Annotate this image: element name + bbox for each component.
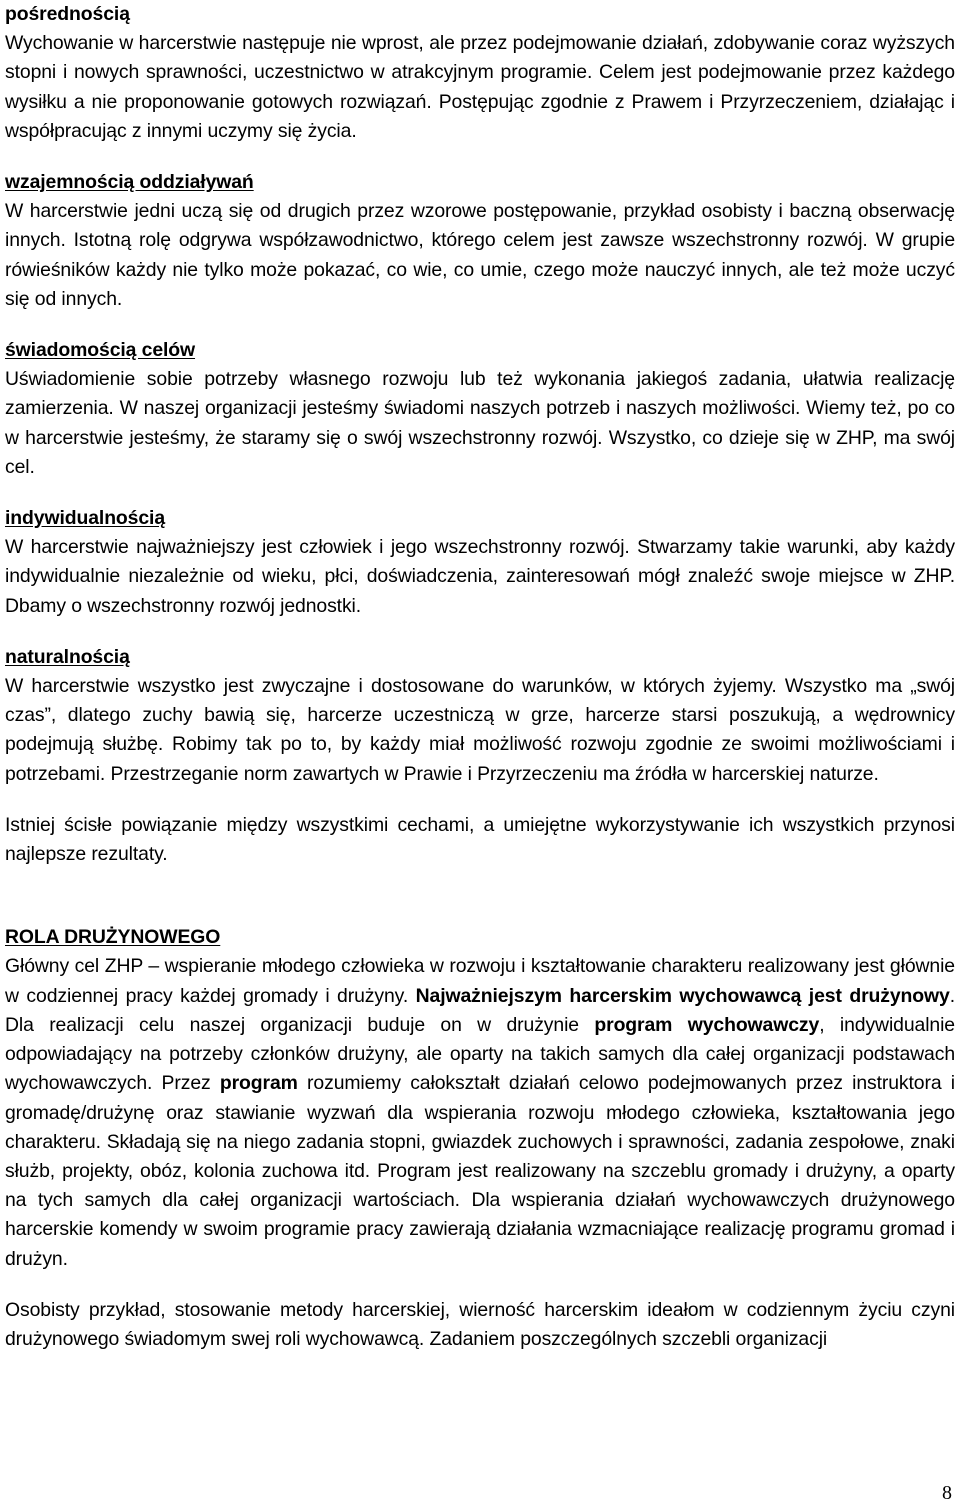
section-heading: indywidualnością xyxy=(5,507,166,530)
page-number: 8 xyxy=(942,1482,952,1504)
section-swiadomoscia xyxy=(5,336,955,482)
section-heading: ROLA DRUŻYNOWEGO xyxy=(5,926,221,949)
role-text: rozumiemy całokształt działań celowo podejmowanych przez instruktora i gromadę/drużynę oraz stawianie wyzwań dla wspierania rozwoju młodego człowieka, kształtowania jego charakteru. Składają się na niego zadania stopni, gwiazdek zuchowych i sprawności, zadania zespołowe, znaki służb, projekty, obóz, kolonia zuchowa itd. Program jest realizowany na szczeblu gromady i drużyny, a oparty na tych samych dla całej organizacji wartościach. Dla wspierania działań wychowawczych drużynowego harcerskie komendy w swoim programie pracy zawierają działania wzmacniające realizację programu gromad i drużyn. xyxy=(5,1072,955,1270)
section-body: Wychowanie w harcerstwie następuje nie wprost, ale przez podejmowanie działań, zdobywanie coraz wyższych stopni i nowych sprawności, uczestnictwo w atrakcyjnym programie. Celem jest podejmowanie przez każdego wysiłku a nie proponowanie gotowych rozwiązań. Postępując zgodnie z Prawem i Przyrzeczeniem, działając i współpracując z innymi uczymy się życia. xyxy=(5,32,955,142)
role-emphasis: program xyxy=(219,1072,298,1095)
role-text: Główny cel ZHP – wspieranie młodego człowieka w rozwoju i kształtowanie charakteru realizowany jest głównie w codziennej pracy każdej gromady i drużyny. xyxy=(5,955,955,1007)
section-body: Uświadomienie sobie potrzeby własnego rozwoju lub też wykonania jakiegoś zadania, ułatwia realizację zamierzenia. W naszej organizacji jesteśmy świadomi naszych potrzeb i naszych możliwości. Wiemy też, po co w harcerstwie jesteśmy, że staramy się o swój wszechstronny rozwój. Wszystko, co dzieje się w ZHP, ma swój cel. xyxy=(5,368,955,478)
section-heading: świadomością celów xyxy=(5,339,196,362)
section-posrednioscia xyxy=(5,0,955,146)
section-wzajemnoscia xyxy=(5,168,955,314)
summary-paragraph: Istniej ścisłe powiązanie między wszystkimi cechami, a umiejętne wykorzystywanie ich wszystkich przynosi najlepsze rezultaty. xyxy=(5,813,955,866)
section-body: W harcerstwie wszystko jest zwyczajne i dostosowane do warunków, w których żyjemy. Wszystko ma „swój czas”, dlatego zuchy bawią się, harcerze uczestniczą w grze, harcerze starsi poszukują, a wędrownicy podejmują służbę. Robimy tak po to, by każdy miał możliwość rozwoju zgodnie ze swoimi możliwościami i potrzebami. Przestrzeganie norm zawartych w Prawie i Przyrzeczeniu ma źródła w harcerskiej naturze. xyxy=(5,675,955,785)
section-heading: naturalnością xyxy=(5,645,130,668)
document-page xyxy=(5,0,955,1354)
section-body: W harcerstwie najważniejszy jest człowiek i jego wszechstronny rozwój. Stwarzamy takie warunki, aby każdy indywidualnie niezależnie od wieku, płci, doświadczenia, zainteresowań mógł znaleźć swoje miejsce w ZHP. Dbamy o wszechstronny rozwój jednostki. xyxy=(5,536,955,617)
role-emphasis: program wychowawczy xyxy=(594,1013,820,1036)
section-heading: wzajemnością oddziaływań xyxy=(5,171,254,194)
role-text: . Dla realizacji celu naszej organizacji buduje on w drużynie xyxy=(5,984,955,1036)
section-body: W harcerstwie jedni uczą się od drugich przez wzorowe postępowanie, przykład osobisty i baczną obserwację innych. Istotną rolę odgrywa współzawodnictwo, którego celem jest zawsze wszechstronny rozwój. W grupie rówieśników każdy nie tylko może pokazać, co wie, co umie, czego może nauczyć innych, ale też może uczyć się od innych. xyxy=(5,200,955,310)
role-text: , indywidualnie odpowiadający na potrzeby członków drużyny, ale oparty na takich samych dla całej organizacji podstawach wychowawczych. Przez xyxy=(5,1013,955,1095)
role-paragraph-2: Osobisty przykład, stosowanie metody harcerskiej, wierność harcerskim ideałom w codziennym życiu czyni drużynowego świadomym swej roli wychowawcą. Zadaniem poszczególnych szczebli organizacji xyxy=(5,1298,955,1350)
section-indywidualnoscia xyxy=(5,504,955,621)
role-emphasis: Najważniejszym harcerskim wychowawcą jest drużynowy xyxy=(415,984,950,1007)
section-naturalnoscia xyxy=(5,643,955,789)
section-heading: pośrednością xyxy=(5,3,130,25)
section-rola-druzynowego xyxy=(5,923,955,1354)
